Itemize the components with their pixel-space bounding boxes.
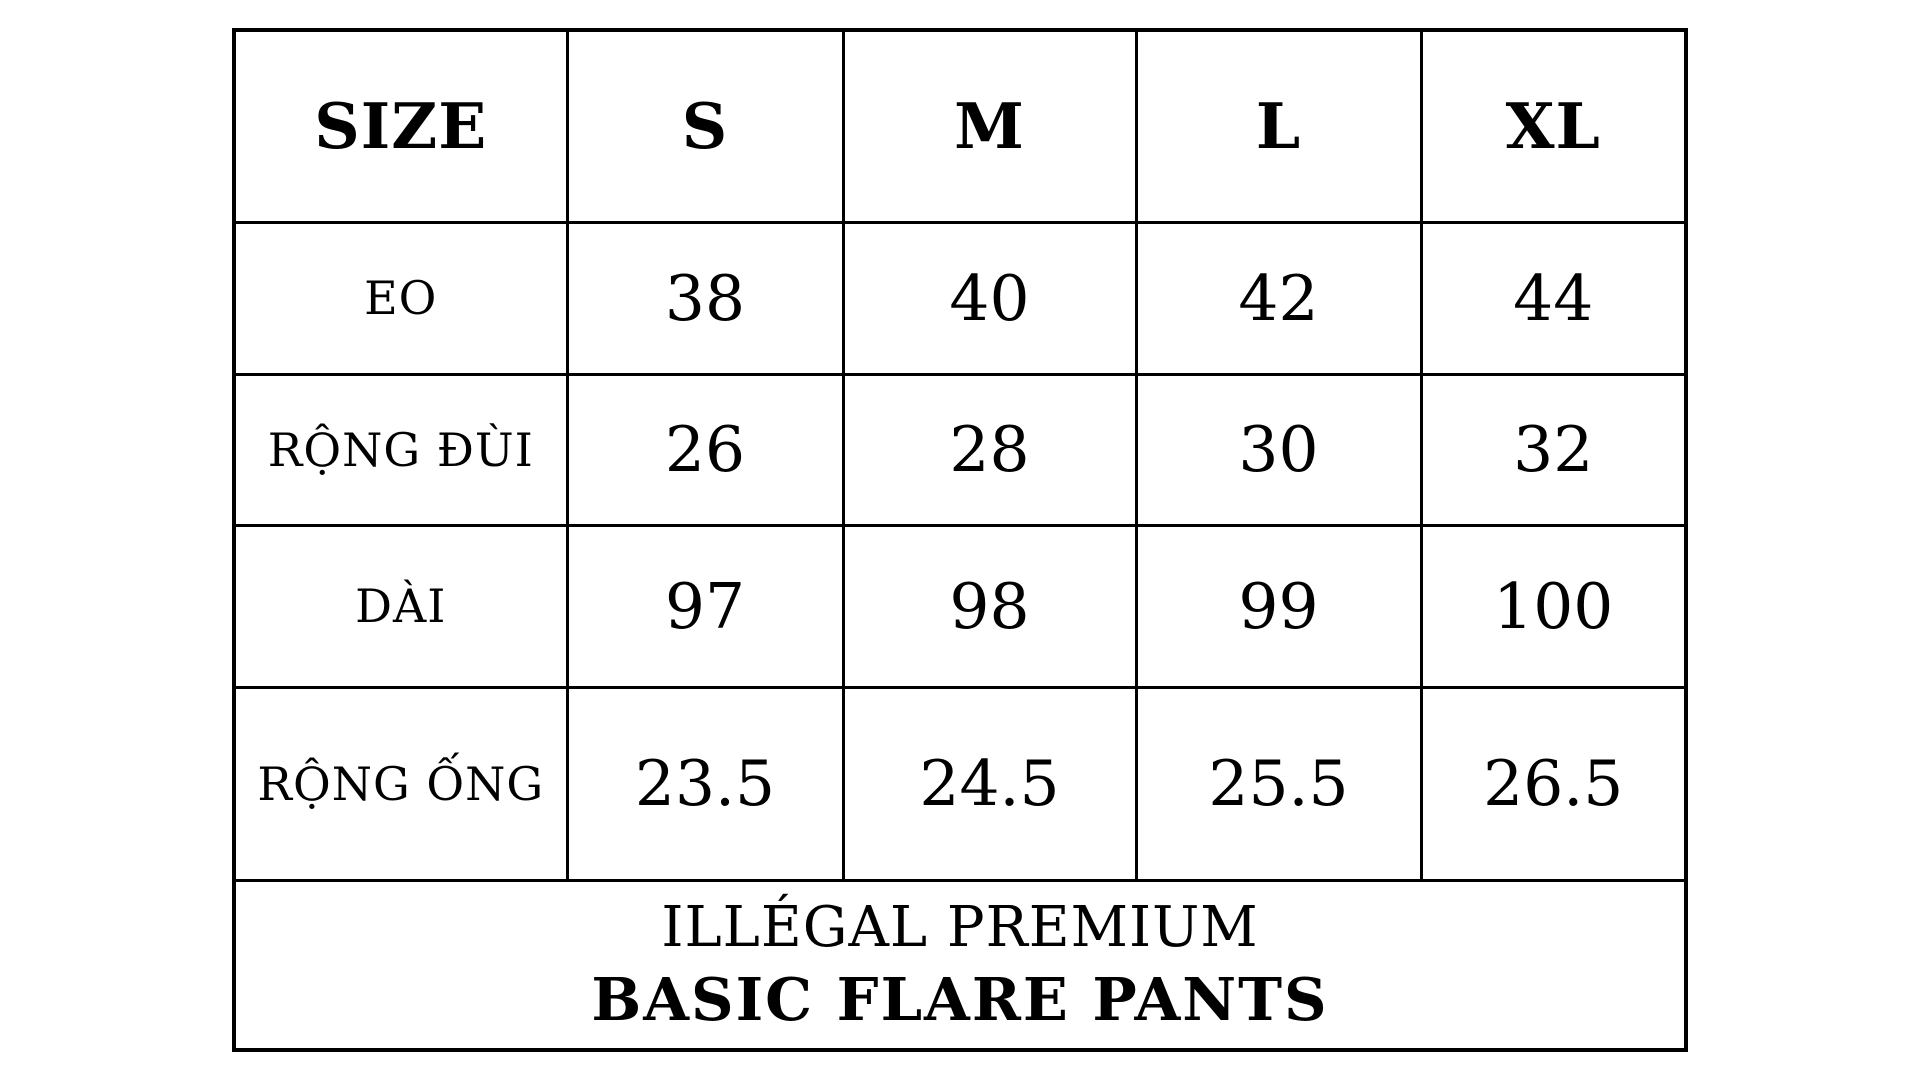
table-row-length [234, 525, 1686, 687]
footer-row [234, 880, 1686, 1050]
hem-value-s: 23.5 [567, 687, 843, 880]
waist-value-s: 38 [567, 222, 843, 374]
row-label-length: DÀI [234, 525, 567, 687]
length-value-l: 99 [1136, 525, 1421, 687]
footer-cell [234, 880, 1686, 1050]
length-value-s: 97 [567, 525, 843, 687]
size-chart-table [232, 28, 1688, 1052]
waist-value-m: 40 [843, 222, 1136, 374]
header-cell-m: M [843, 30, 1136, 222]
row-label-hem: RỘNG ỐNG [234, 687, 567, 880]
row-label-thigh: RỘNG ĐÙI [234, 374, 567, 525]
thigh-value-m: 28 [843, 374, 1136, 525]
waist-value-xl: 44 [1421, 222, 1686, 374]
table-row-thigh [234, 374, 1686, 525]
thigh-value-l: 30 [1136, 374, 1421, 525]
header-cell-xl: XL [1421, 30, 1686, 222]
table-row-hem [234, 687, 1686, 880]
length-value-m: 98 [843, 525, 1136, 687]
brand-name: ILLÉGAL PREMIUM [661, 894, 1259, 960]
thigh-value-xl: 32 [1421, 374, 1686, 525]
row-label-waist: EO [234, 222, 567, 374]
length-value-xl: 100 [1421, 525, 1686, 687]
header-cell-l: L [1136, 30, 1421, 222]
hem-value-l: 25.5 [1136, 687, 1421, 880]
product-name: BASIC FLARE PANTS [591, 964, 1329, 1034]
waist-value-l: 42 [1136, 222, 1421, 374]
header-cell-s: S [567, 30, 843, 222]
hem-value-xl: 26.5 [1421, 687, 1686, 880]
header-row [234, 30, 1686, 222]
hem-value-m: 24.5 [843, 687, 1136, 880]
header-cell-size: SIZE [234, 30, 567, 222]
table-row-waist [234, 222, 1686, 374]
thigh-value-s: 26 [567, 374, 843, 525]
